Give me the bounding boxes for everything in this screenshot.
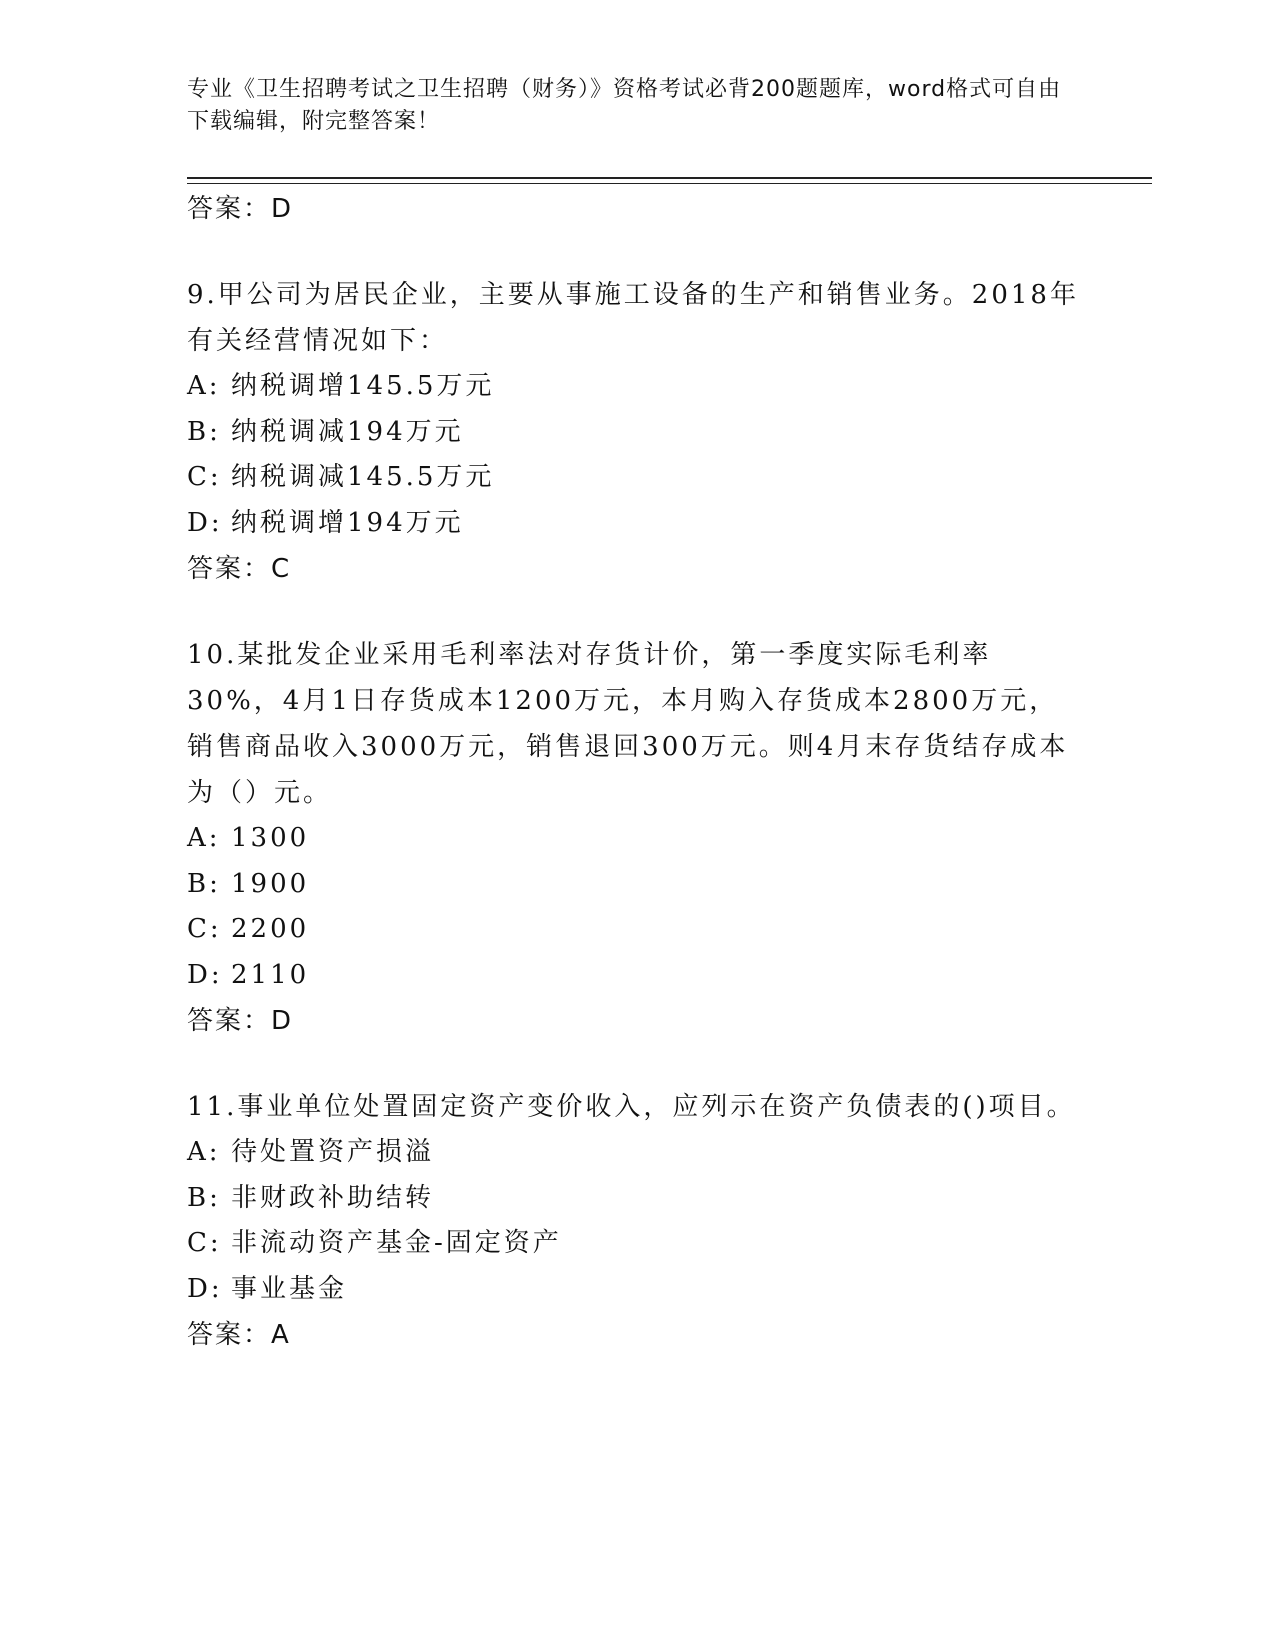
option-letter: C: (187, 462, 222, 492)
option-d (187, 501, 1087, 547)
option-letter: B: (187, 1182, 221, 1213)
answer-line: 答案：A (187, 1320, 291, 1350)
question-item (187, 272, 1087, 592)
question-list (187, 186, 1087, 1358)
option-text: 2110 (231, 959, 310, 990)
option-letter: D: (187, 507, 223, 538)
answer-line: 答案：D (187, 1006, 294, 1036)
option-letter: D: (187, 1273, 223, 1304)
option-c (187, 907, 1087, 953)
option-letter: A: (187, 371, 221, 401)
option-letter: B: (187, 416, 221, 447)
answer-line: 答案：D (187, 194, 294, 224)
question-stem: 9.甲公司为居民企业，主要从事施工设备的生产和销售业务。2018年有关经营情况如下： (187, 280, 1079, 356)
option-letter: C: (187, 1228, 222, 1258)
option-text: 纳税调增145.5万元 (231, 371, 495, 401)
option-a (187, 816, 1087, 862)
option-c (187, 1221, 1087, 1267)
option-text: 纳税调减145.5万元 (231, 462, 495, 492)
header-rule-thick (187, 177, 1152, 179)
option-text: 事业基金 (231, 1273, 348, 1304)
option-letter: C: (187, 914, 222, 944)
option-letter: D: (187, 959, 223, 990)
question-item (187, 632, 1087, 1044)
option-list (187, 1130, 1087, 1312)
option-b (187, 862, 1087, 908)
option-list (187, 364, 1087, 546)
page-header (187, 74, 1067, 138)
option-text: 1900 (231, 868, 310, 899)
option-text: 待处置资产损溢 (231, 1137, 435, 1167)
option-text: 纳税调增194万元 (231, 507, 464, 538)
option-list (187, 816, 1087, 998)
option-text: 1300 (231, 823, 310, 853)
question-item (187, 1084, 1087, 1358)
option-b (187, 410, 1087, 456)
option-text: 非流动资产基金-固定资产 (231, 1228, 562, 1258)
question-stem: 10.某批发企业采用毛利率法对存货计价，第一季度实际毛利率30%，4月1日存货成本1200万元，本月购入存货成本2800万元，销售商品收入3000万元，销售退回300万元。则4月末存货结存成本为（）元。 (187, 640, 1069, 808)
option-letter: B: (187, 868, 221, 899)
option-c (187, 455, 1087, 501)
option-text: 纳税调减194万元 (231, 416, 464, 447)
header-rule-thin (187, 183, 1152, 184)
option-d (187, 953, 1087, 999)
option-b (187, 1176, 1087, 1222)
answer-line: 答案：C (187, 554, 292, 584)
option-a (187, 1130, 1087, 1176)
question-stem: 11.事业单位处置固定资产变价收入，应列示在资产负债表的()项目。 (187, 1092, 1076, 1122)
option-letter: A: (187, 823, 221, 853)
option-text: 2200 (231, 914, 310, 944)
option-letter: A: (187, 1137, 221, 1167)
option-text: 非财政补助结转 (231, 1182, 435, 1213)
option-d (187, 1267, 1087, 1313)
header-text: 专业《卫生招聘考试之卫生招聘（财务）》资格考试必背200题题库，word格式可自由下载编辑，附完整答案！ (187, 77, 1062, 134)
option-a (187, 364, 1087, 410)
